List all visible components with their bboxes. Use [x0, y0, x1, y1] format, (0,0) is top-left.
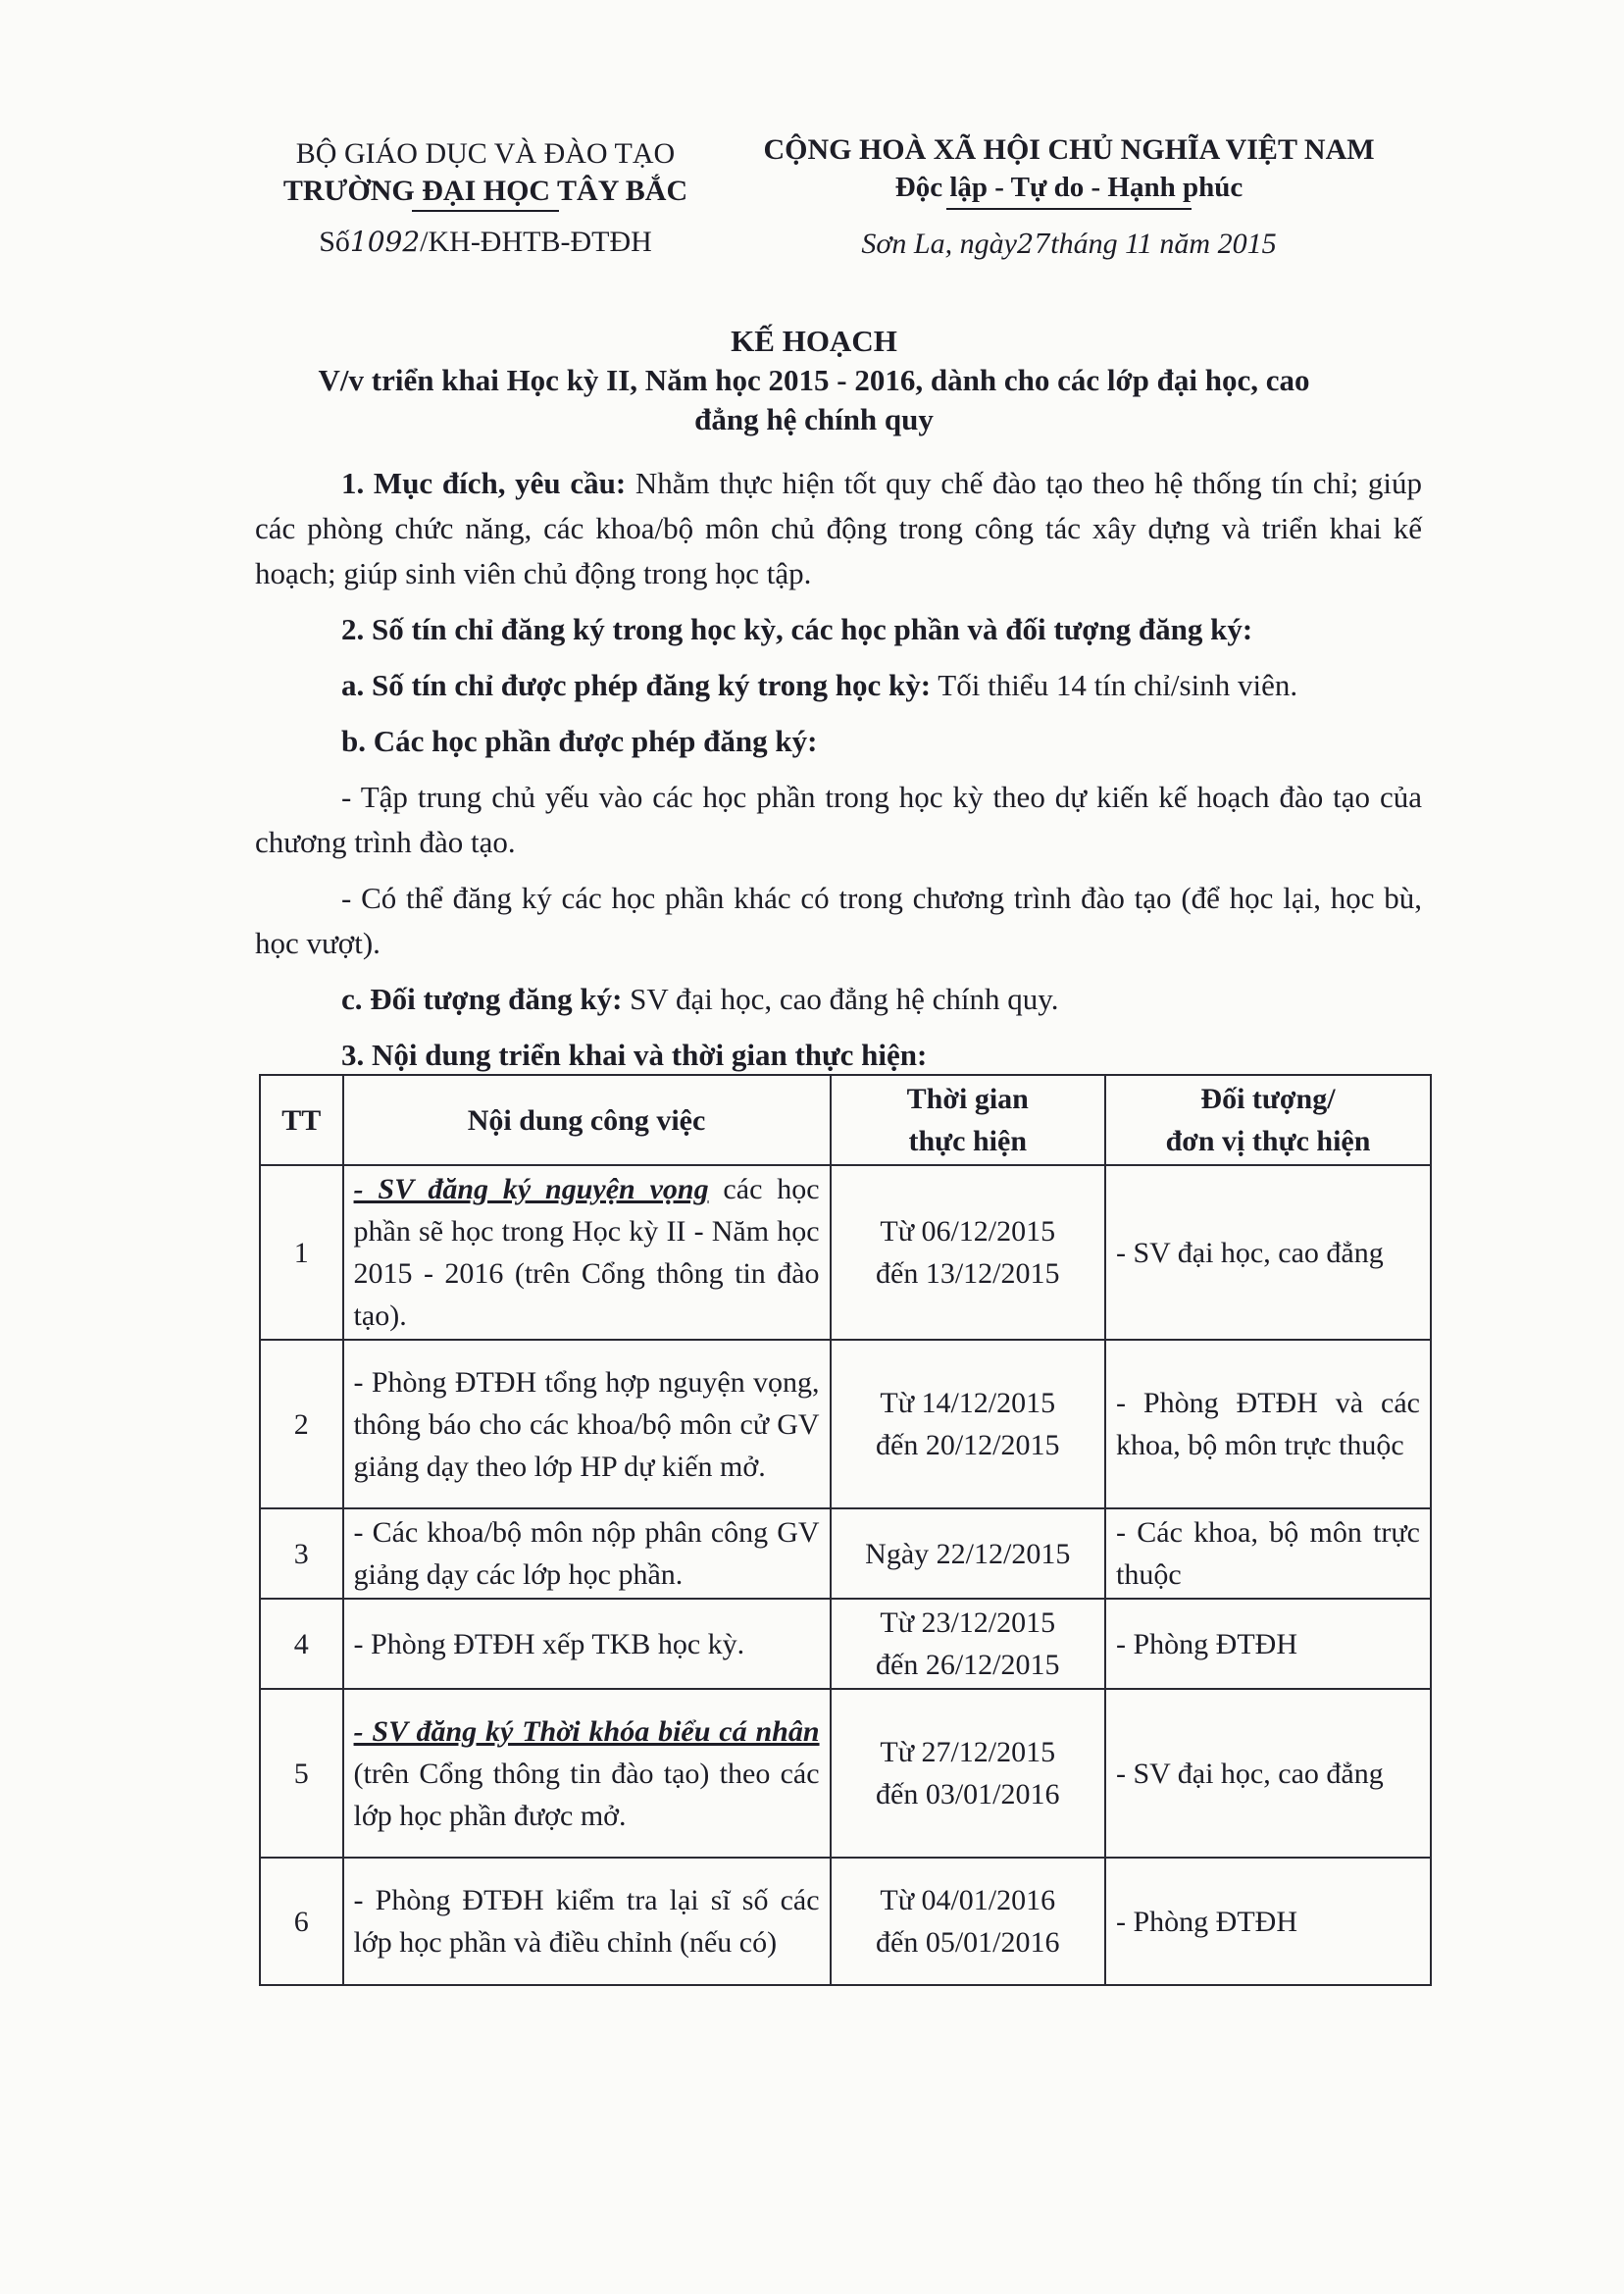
table-row — [260, 1340, 1431, 1508]
table-row — [260, 1858, 1431, 1985]
motto-underline — [946, 208, 1192, 210]
table-header-row — [260, 1075, 1431, 1165]
section-3 — [255, 1033, 1422, 1078]
header-unit-line1: Đối tượng/ — [1200, 1083, 1336, 1115]
national-heading — [726, 131, 1412, 264]
row-unit: - Phòng ĐTĐH và các khoa, bộ môn trực thuộc — [1105, 1340, 1431, 1508]
row-time-to: đến 05/01/2016 — [876, 1926, 1060, 1959]
row-content — [343, 1689, 831, 1858]
section-2a-heading: a. Số tín chỉ được phép đăng ký trong học kỳ: — [341, 668, 932, 702]
header-time-line2: thực hiện — [908, 1125, 1028, 1157]
row-unit: - SV đại học, cao đẳng — [1105, 1689, 1431, 1858]
row-content-emphasis: - SV đăng ký nguyện vọng — [353, 1173, 709, 1205]
row-unit: - Phòng ĐTĐH — [1105, 1858, 1431, 1985]
section-2b-heading: b. Các học phần được phép đăng ký: — [341, 724, 818, 758]
row-time — [831, 1165, 1105, 1340]
header-time — [831, 1075, 1105, 1165]
document-number — [265, 224, 706, 261]
national-motto: Độc lập - Tự do - Hạnh phúc — [894, 172, 1243, 203]
table-row — [260, 1165, 1431, 1340]
title-sub-line1: V/v triển khai Học kỳ II, Năm học 2015 - 2016, dành cho các lớp đại học, cao — [318, 363, 1310, 397]
table-row — [260, 1599, 1431, 1689]
header-content: Nội dung công việc — [343, 1075, 831, 1165]
row-unit: - Các khoa, bộ môn trực thuộc — [1105, 1508, 1431, 1599]
school-name: TRƯỜNG ĐẠI HỌC TÂY BẮC — [282, 175, 688, 207]
title-sub-line2: đẳng hệ chính quy — [694, 402, 934, 436]
section-1-text: Nhằm thực hiện tốt quy chế đào tạo theo hệ thống tín chỉ; giúp các phòng chức năng, các khoa/bộ môn chủ động trong công tác xây dựng và triển khai kế hoạch; giúp sinh viên chủ động trong học tập. — [255, 466, 1423, 590]
header-tt: TT — [260, 1075, 343, 1165]
ministry-name: BỘ GIÁO DỤC VÀ ĐÀO TẠO — [295, 137, 676, 170]
document-body — [255, 461, 1422, 1089]
section-1-heading: 1. Mục đích, yêu cầu: — [341, 466, 627, 500]
row-time-from: Từ 14/12/2015 — [880, 1387, 1056, 1419]
doc-number-prefix: Số — [319, 226, 350, 258]
row-time-from: Từ 27/12/2015 — [880, 1736, 1056, 1768]
date-line — [726, 226, 1412, 264]
section-2c-text: SV đại học, cao đẳng hệ chính quy. — [622, 982, 1059, 1016]
section-2b-item-1: - Tập trung chủ yếu vào các học phần trong học kỳ theo dự kiến kế hoạch đào tạo của chương trình đào tạo. — [255, 780, 1422, 859]
row-content: - Các khoa/bộ môn nộp phân công GV giảng dạy các lớp học phần. — [343, 1508, 831, 1599]
title-main: KẾ HOẠCH — [731, 324, 897, 358]
row-tt: 4 — [260, 1599, 343, 1689]
row-time — [831, 1858, 1105, 1985]
section-2-heading: 2. Số tín chỉ đăng ký trong học kỳ, các học phần và đối tượng đăng ký: — [341, 612, 1253, 646]
section-2b — [255, 719, 1422, 764]
issuer-block — [265, 135, 706, 261]
row-time — [831, 1689, 1105, 1858]
doc-number-handwritten: 1092 — [349, 226, 421, 258]
row-unit: - SV đại học, cao đẳng — [1105, 1165, 1431, 1340]
country-name: CỘNG HOÀ XÃ HỘI CHỦ NGHĨA VIỆT NAM — [763, 133, 1375, 166]
row-time-from: Từ 06/12/2015 — [880, 1215, 1056, 1248]
section-2c-heading: c. Đối tượng đăng ký: — [341, 982, 623, 1016]
row-time — [831, 1599, 1105, 1689]
document-title — [255, 322, 1373, 439]
section-2a-text: Tối thiểu 14 tín chỉ/sinh viên. — [931, 668, 1298, 702]
row-time-from: Từ 04/01/2016 — [880, 1884, 1056, 1916]
row-content: - Phòng ĐTĐH kiểm tra lại sĩ số các lớp học phần và điều chỉnh (nếu có) — [343, 1858, 831, 1985]
row-content-emphasis: - SV đăng ký Thời khóa biểu cá nhân — [353, 1714, 820, 1748]
row-time-from: Từ 23/12/2015 — [880, 1606, 1056, 1639]
header-time-line1: Thời gian — [906, 1083, 1029, 1115]
row-time-to: đến 03/01/2016 — [876, 1778, 1060, 1810]
date-suffix: tháng 11 năm 2015 — [1050, 228, 1277, 260]
schedule-table — [259, 1074, 1432, 1986]
section-2 — [255, 607, 1422, 652]
section-2a — [255, 663, 1422, 708]
row-time-from: Ngày 22/12/2015 — [865, 1537, 1071, 1570]
row-tt: 6 — [260, 1858, 343, 1985]
row-time — [831, 1340, 1105, 1508]
table-row — [260, 1689, 1431, 1858]
school-underline — [412, 210, 559, 212]
row-time — [831, 1508, 1105, 1599]
section-3-heading: 3. Nội dung triển khai và thời gian thực hiện: — [341, 1038, 928, 1072]
header-unit — [1105, 1075, 1431, 1165]
row-tt: 3 — [260, 1508, 343, 1599]
row-tt: 1 — [260, 1165, 343, 1340]
header-unit-line2: đơn vị thực hiện — [1165, 1125, 1371, 1157]
date-prefix: Sơn La, ngày — [861, 228, 1017, 260]
section-2c — [255, 977, 1422, 1022]
row-content-text: các học phần sẽ học trong Học kỳ II - Năm học 2015 - 2016 (trên Cổng thông tin đào tạo). — [353, 1173, 820, 1332]
row-time-to: đến 13/12/2015 — [876, 1257, 1060, 1290]
section-2b-item-2: - Có thể đăng ký các học phần khác có trong chương trình đào tạo (để học lại, học bù, học vượt). — [255, 881, 1422, 960]
row-content-text: (trên Cổng thông tin đào tạo) theo các lớp học phần được mở. — [353, 1757, 820, 1832]
row-unit: - Phòng ĐTĐH — [1105, 1599, 1431, 1689]
doc-number-suffix: /KH-ĐHTB-ĐTĐH — [420, 226, 652, 258]
table-row — [260, 1508, 1431, 1599]
row-tt: 2 — [260, 1340, 343, 1508]
date-day-handwritten: 27 — [1016, 229, 1051, 260]
row-time-to: đến 20/12/2015 — [876, 1429, 1060, 1461]
row-content: - Phòng ĐTĐH tổng hợp nguyện vọng, thông báo cho các khoa/bộ môn cử GV giảng dạy theo lớp HP dự kiến mở. — [343, 1340, 831, 1508]
section-1 — [255, 461, 1422, 596]
row-content: - Phòng ĐTĐH xếp TKB học kỳ. — [343, 1599, 831, 1689]
row-time-to: đến 26/12/2015 — [876, 1649, 1060, 1681]
row-tt: 5 — [260, 1689, 343, 1858]
row-content — [343, 1165, 831, 1340]
